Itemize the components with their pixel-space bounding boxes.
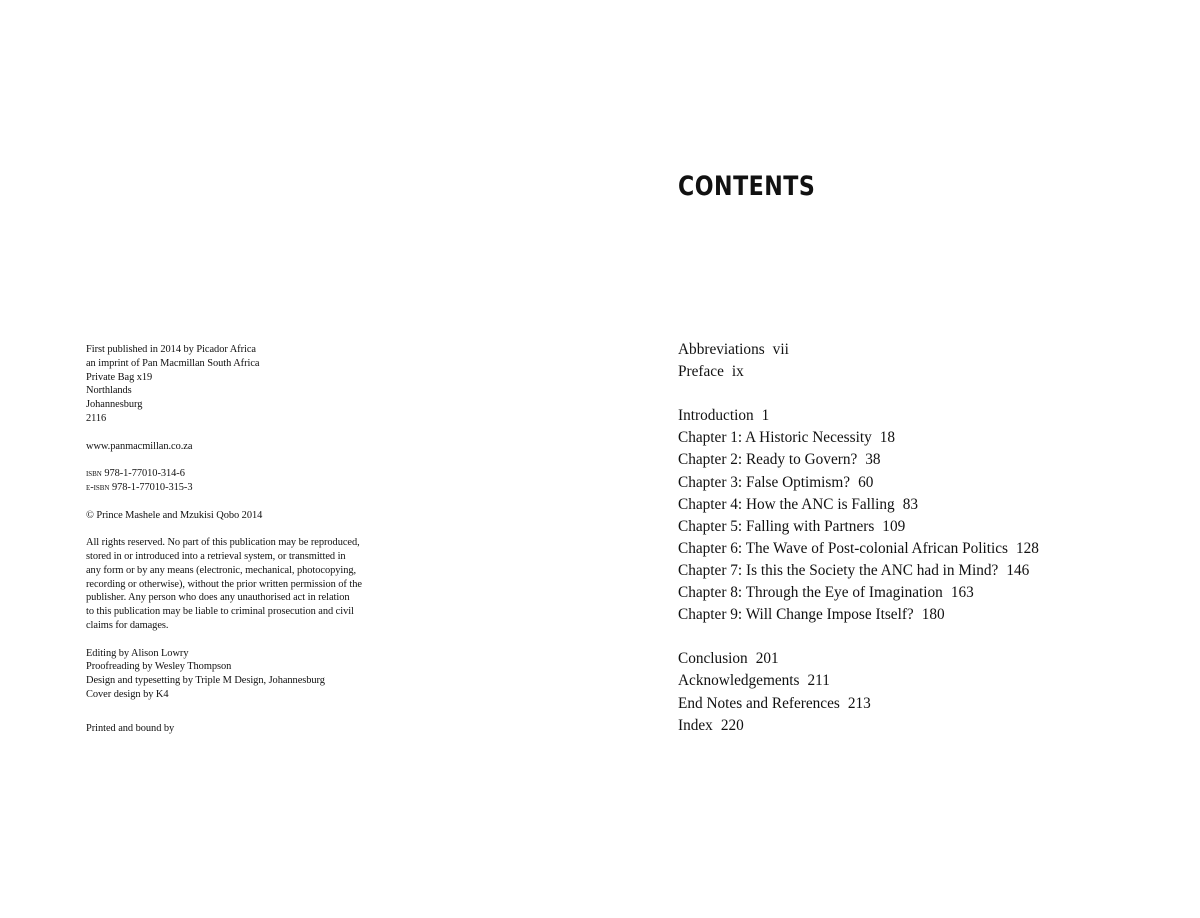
publisher-line: Johannesburg	[86, 399, 143, 411]
toc-entry[interactable]	[678, 494, 1158, 516]
toc-entry-label: Chapter 3: False Optimism?	[678, 473, 851, 491]
toc-entry[interactable]	[678, 449, 1158, 471]
toc-entry[interactable]	[678, 648, 1158, 670]
publisher-line: Northlands	[86, 385, 132, 397]
toc-entry-label: Preface	[678, 363, 724, 381]
publisher-line: Private Bag x19	[86, 371, 153, 383]
toc-entry-label: Chapter 6: The Wave of Post-colonial African Politics	[678, 539, 1008, 557]
rights-statement	[86, 536, 416, 633]
toc-page-number: 146	[1006, 561, 1030, 579]
isbn-label: isbn	[86, 468, 102, 480]
toc-entry-label: Chapter 4: How the ANC is Falling	[678, 495, 895, 513]
publisher-line: First published in 2014 by Picador Africa	[86, 344, 256, 355]
isbn-number: 978-1-77010-314-6	[104, 468, 185, 480]
toc-page-number: 213	[847, 694, 871, 712]
publisher-line: 2116	[86, 412, 107, 424]
toc-entry-label: Introduction	[678, 407, 754, 425]
eisbn-number: 978-1-77010-315-3	[111, 481, 193, 493]
credit-line: Cover design by K4	[86, 688, 169, 700]
publisher-block	[86, 343, 416, 426]
toc-entry[interactable]	[678, 405, 1158, 427]
toc-page-number: 38	[865, 451, 881, 469]
rights-line: any form or by any means (electronic, mechanical, photocopying,	[86, 564, 357, 576]
toc-page-number: 211	[807, 672, 830, 690]
toc-entry-label: Index	[678, 716, 713, 734]
toc-page-number: vii	[772, 341, 789, 358]
contents-title: CONTENTS	[678, 171, 816, 202]
credit-line: Design and typesetting by Triple M Design, Johannesburg	[86, 675, 325, 687]
rights-line: publisher. Any person who does any unauthorised act in relation	[86, 592, 350, 604]
website-text: www.panmacmillan.co.za	[86, 440, 193, 452]
toc-entry-label: Chapter 2: Ready to Govern?	[678, 451, 858, 469]
toc-page-number: 180	[921, 606, 945, 624]
toc-page-number: 60	[858, 473, 874, 491]
isbn-block	[86, 467, 416, 495]
toc-entry-label: Abbreviations	[678, 341, 765, 358]
toc-page-number: 201	[755, 650, 779, 668]
toc-page-number: 109	[882, 517, 906, 535]
toc-entry[interactable]	[678, 472, 1158, 494]
eisbn-label: e-isbn	[86, 481, 110, 493]
toc-entry-label: Chapter 8: Through the Eye of Imagination	[678, 584, 943, 602]
rights-line: All rights reserved. No part of this publication may be reproduced,	[86, 537, 360, 549]
credit-line: Editing by Alison Lowry	[86, 647, 189, 659]
toc-page-number: ix	[731, 363, 744, 381]
toc-entry-label: End Notes and References	[678, 694, 840, 712]
toc-entry-label: Chapter 1: A Historic Necessity	[678, 429, 872, 447]
rights-line: claims for damages.	[86, 619, 169, 631]
publisher-line: an imprint of Pan Macmillan South Africa	[86, 357, 260, 369]
toc-entry[interactable]	[678, 339, 1158, 361]
toc-page-number: 1	[761, 407, 770, 425]
toc-entry-label: Chapter 5: Falling with Partners	[678, 517, 875, 535]
toc-entry[interactable]	[678, 361, 1158, 383]
toc-entry[interactable]	[678, 604, 1158, 626]
toc-entry-label: Chapter 7: Is this the Society the ANC had in Mind?	[678, 561, 999, 579]
toc-page-number: 18	[879, 429, 896, 447]
toc-entry-label: Acknowledgements	[678, 672, 800, 690]
isbn-line	[86, 467, 416, 481]
toc-page-number: 83	[902, 495, 918, 513]
credit-line: Proofreading by Wesley Thompson	[86, 661, 232, 673]
toc-entry[interactable]	[678, 582, 1158, 604]
toc-entry[interactable]	[678, 693, 1158, 715]
rights-line: stored in or introduced into a retrieval system, or transmitted in	[86, 550, 346, 562]
table-of-contents	[678, 339, 1158, 737]
toc-entry[interactable]	[678, 516, 1158, 538]
toc-page-number: 163	[950, 584, 974, 602]
printed-by-text: Printed and bound by	[86, 722, 175, 734]
toc-page-number: 128	[1016, 539, 1039, 557]
toc-page-number: 220	[720, 716, 744, 734]
toc-entry[interactable]	[678, 715, 1158, 737]
toc-entry[interactable]	[678, 538, 1158, 560]
toc-entry[interactable]	[678, 670, 1158, 692]
toc-entry-label: Conclusion	[678, 650, 748, 668]
rights-line: to this publication may be liable to criminal prosecution and civil	[86, 606, 354, 618]
copyright-notice: © Prince Mashele and Mzukisi Qobo 2014	[86, 509, 263, 521]
toc-entry[interactable]	[678, 560, 1158, 582]
toc-entry-label: Chapter 9: Will Change Impose Itself?	[678, 606, 914, 624]
rights-line: recording or otherwise), without the prior written permission of the	[86, 578, 362, 590]
credits-block	[86, 647, 416, 702]
eisbn-line	[86, 481, 416, 495]
toc-entry[interactable]	[678, 427, 1158, 449]
imprint-page	[86, 343, 416, 736]
